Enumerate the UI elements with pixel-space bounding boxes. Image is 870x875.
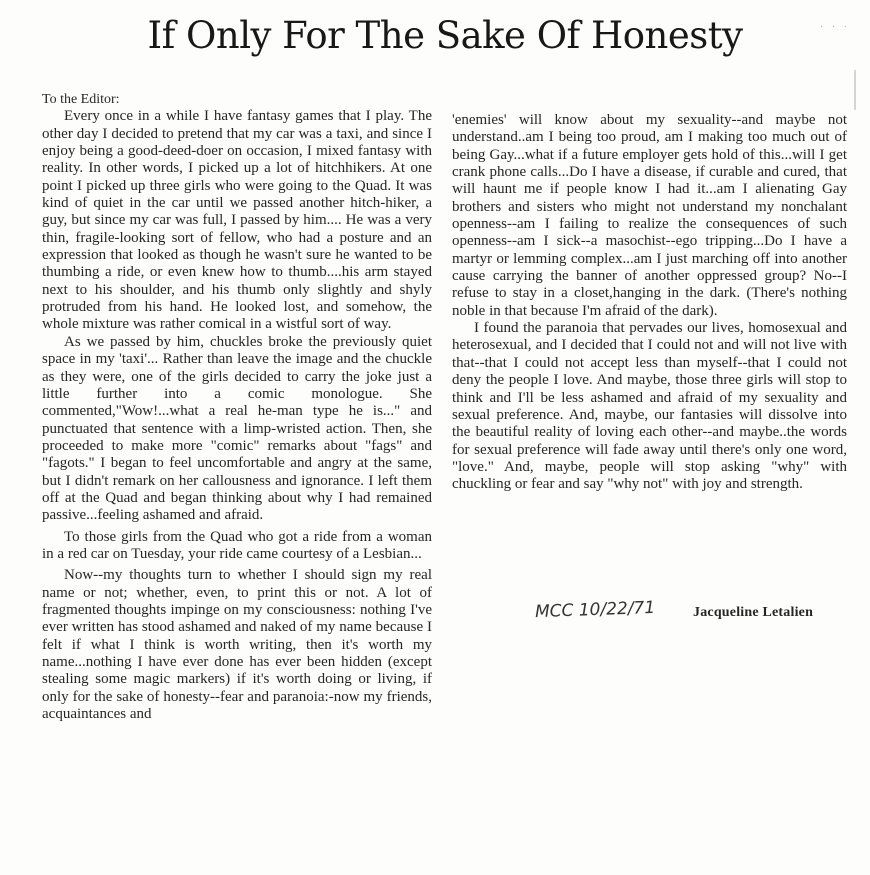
paragraph-chuckles: As we passed by him, chuckles broke the previously quiet space in my 'taxi'... Rather than leave the image and the chuckle as they were, one of the girls decided to carry the joke just a little further into a comic monologue. She commented,"Wow!...what a real he-man type he is..." and punctuated that sentence with a limp-wristed action. Then, she proceeded to make more "comic" remarks about "fags" and "fagots." I began to feel uncomfortable and angry at the same, but I didn't remark on her callousness and ignorance. I left them off at the Quad and began thinking about why I had remained passive...feeling ashamed and afraid. — [42, 333, 432, 524]
signature-row — [534, 597, 845, 630]
paragraph-now-my-thoughts: Now--my thoughts turn to whether I should sign my real name or not; whether, even, to print this or not. A lot of fragmented thoughts impinge on my consciousness: nothing I've ever written has stood ashamed and naked of my name because I felt if what I think is worth writing, then it's worth my name...nothing I have ever done has ever been hidden (except stealing some magic markers) if it's worth doing or living, if only for the sake of honesty--fear and paranoia:-now my friends, acquaintances and — [42, 567, 432, 723]
author-name: Jacqueline Letalien — [693, 605, 814, 620]
handwritten-note: MCC 10/22/71 — [534, 597, 656, 623]
paragraph-enemies: 'enemies' will know about my sexuality--and maybe not understand..am I being too proud, am I making too much out of being Gay...what if a future employer gets hold of this...will I get crank phone calls...Do I have a disease, if curable and cured, that will haunt me if people know I had it...am I alienating Gay brothers and sisters who might not understand my nonchalant openness--am I failing to realize the consequences of such openness--am I sick--a masochist--ego tripping...Do I have a martyr or lemming complex...am I just marching off into another cause carrying the banner of another oppressed group? No--I refuse to stay in a closet,hanging in the dark. (There's nothing noble in that because I'm afraid of the dark). — [452, 112, 847, 319]
salutation: To the Editor: — [42, 92, 120, 107]
headline: If Only For The Sake Of Honesty — [147, 14, 743, 57]
right-column — [452, 112, 847, 494]
paragraph-fantasy-games: Every once in a while I have fantasy games that I play. The other day I decided to pretend that my car was a taxi, and since I enjoy being a good-deed-doer on occasion, I mixed fantasy with reality. In other words, I picked up a lot of hitchhikers. At one point I picked up three girls who were going to the Quad. It was kind of quiet in the car until we passed another hitch-hiker, a guy, but since my car was full, I passed by him.... He was a very thin, fragile-looking sort of fellow, who had a posture and an expression that looked as though he wasn't sure he wanted to be thumbing a ride, or even knew how to thumb....his arm stayed next to his shoulder, and his thumb only slightly and shyly protruded from his hand. He looked lost, and somehow, the whole mixture was rather comical in a wistful sort of way. — [42, 108, 432, 333]
left-column — [42, 91, 432, 723]
paragraph-paranoia: I found the paranoia that pervades our lives, homosexual and heterosexual, and I decided that I could not and will not live with that--that I could not accept less than myself--that I could not deny the people I love. And maybe, those three girls will stop to think and I'll be less ashamed and afraid of my sexuality and sexual preference. And, maybe, our fantasies will dissolve into the beautiful reality of loving each other--and maybe..the words for sexual preference will fade away until there's only one word, "love." And, maybe, people will stop asking "why" with chuckling or fear and say "why not" with joy and strength. — [452, 320, 847, 493]
paragraph-to-those-girls: To those girls from the Quad who got a ride from a woman in a red car on Tuesday, your ride came courtesy of a Lesbian... — [42, 528, 432, 562]
margin-dots: · · · — [820, 22, 850, 33]
edge-mark — [854, 70, 856, 110]
